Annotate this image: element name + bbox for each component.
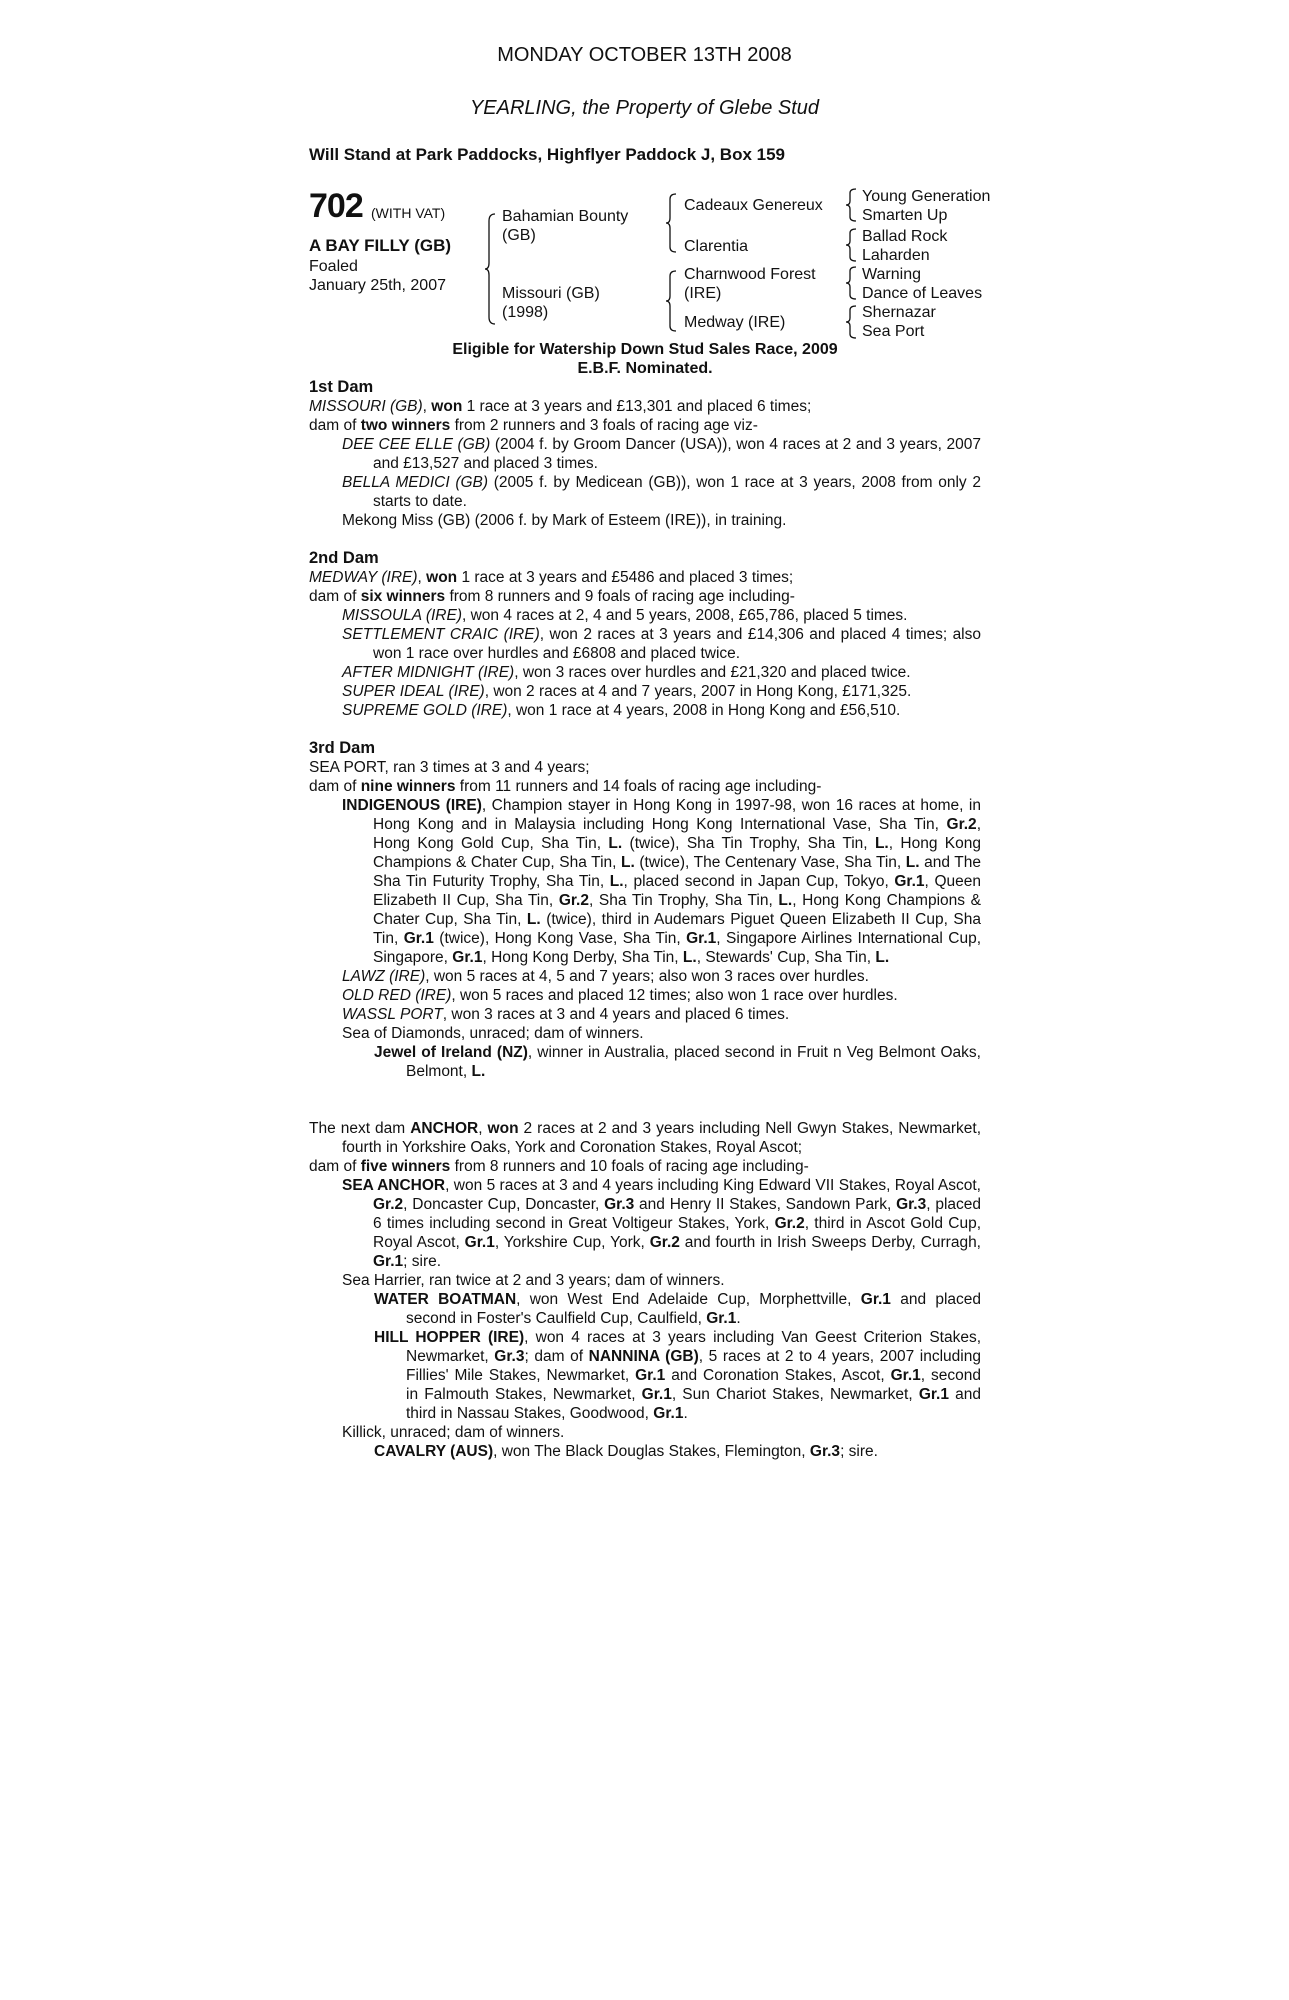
produce-name: SEA ANCHOR xyxy=(342,1177,446,1194)
produce-entry: Killick, unraced; dam of winners. xyxy=(342,1424,565,1441)
race-text: , second in Falmouth Stakes, Newmarket, xyxy=(406,1367,981,1403)
first-dam-summary xyxy=(309,416,981,435)
race-text: ; dam of xyxy=(524,1348,589,1365)
produce-text: and placed second in Foster's Caulfield Cup, Caulfield, xyxy=(406,1291,982,1327)
dam-of-prefix: dam of xyxy=(309,778,361,795)
race-text: , Stewards' Cup, Sha Tin, xyxy=(696,949,876,966)
produce-name: BELLA MEDICI (GB) xyxy=(342,474,489,491)
pedigree-dss: Warning xyxy=(862,266,921,283)
race-grade: L. xyxy=(609,873,624,890)
produce-name: SETTLEMENT CRAIC (IRE) xyxy=(342,626,540,643)
race-text: , Singapore Airlines International Cup, Singapore, xyxy=(373,930,982,966)
third-dam-summary xyxy=(309,777,981,796)
race-grade: L. xyxy=(682,949,697,966)
pedigree-dam xyxy=(502,284,600,322)
pedigree-brace-main xyxy=(484,213,496,325)
second-dam-summary xyxy=(309,587,981,606)
race-text: , Champion stayer in Hong Kong in 1997-98, won 16 races at home, in Hong Kong and in Malaysia including Hong Kong International Vase, Sha Tin, xyxy=(373,797,981,833)
produce-name: INDIGENOUS (IRE) xyxy=(342,797,482,814)
next-dam-record-text: 2 races at 2 and 3 years including Nell Gwyn Stakes, Newmarket, fourth in Yorkshire Oaks, York and Coronation Stakes, Royal Ascot; xyxy=(342,1120,981,1156)
race-grade: Gr.1 xyxy=(894,873,925,890)
race-text: , placed 6 times including second in Great Voltigeur Stakes, York, xyxy=(373,1196,981,1232)
produce-text: , won 4 races at 2, 4 and 5 years, 2008, £65,786, placed 5 times. xyxy=(462,607,908,624)
race-grade: Gr.2 xyxy=(558,892,589,909)
eligibility-line: Eligible for Watership Down Stud Sales Race, 2009 xyxy=(452,341,838,358)
race-text: , Hong Kong Champions & Chater Cup, Sha Tin, xyxy=(373,835,981,871)
pedigree-brace-dam xyxy=(665,270,677,332)
dam-year: (1998) xyxy=(502,304,549,321)
produce-name: LAWZ (IRE) xyxy=(342,968,426,985)
sire-country: (GB) xyxy=(502,227,536,244)
first-dam-name: MISSOURI (GB) xyxy=(309,398,423,415)
race-text: , Sun Chariot Stakes, Newmarket, xyxy=(671,1386,919,1403)
race-grade: L. xyxy=(905,854,920,871)
pedigree-ssd: Smarten Up xyxy=(862,207,948,224)
race-grade: L. xyxy=(875,949,890,966)
produce-name: DEE CEE ELLE (GB) xyxy=(342,436,491,453)
produce-text: , won 2 races at 4 and 7 years, 2007 in Hong Kong, £171,325. xyxy=(484,683,912,700)
lot-title: A BAY FILLY (GB) xyxy=(309,236,452,255)
produce-name: HILL HOPPER (IRE) xyxy=(374,1329,525,1346)
second-dam-record: MEDWAY (IRE), won 1 race at 3 years and £5486 and placed 3 times; xyxy=(309,569,794,586)
race-text: (twice), Hong Kong Vase, Sha Tin, xyxy=(433,930,687,947)
race-text: , placed second in Japan Cup, Tokyo, xyxy=(623,873,895,890)
produce-entry: Sea of Diamonds, unraced; dam of winners. xyxy=(342,1025,644,1042)
race-text: and third in Nassau Stakes, Goodwood, xyxy=(406,1386,981,1422)
pedigree-ss: Cadeaux Genereux xyxy=(684,197,823,214)
produce-entry: Sea Harrier, ran twice at 2 and 3 years; dam of winners. xyxy=(342,1272,725,1289)
pedigree-dds: Shernazar xyxy=(862,304,936,321)
next-dam-record: The next dam ANCHOR, won 2 races at 2 and 3 years including Nell Gwyn Stakes, Newmarket, fourth in Yorkshire Oaks, York and Coronation Stakes, Royal Ascot; xyxy=(309,1120,981,1156)
next-dam-summary xyxy=(309,1157,981,1176)
produce-entry xyxy=(309,511,981,530)
produce-entry xyxy=(309,986,981,1005)
second-dam-record-text: 1 race at 3 years and £5486 and placed 3 times; xyxy=(457,569,794,586)
third-dam-heading: 3rd Dam xyxy=(309,739,376,757)
race-grade: L. xyxy=(608,835,623,852)
produce-text: , won The Black Douglas Stakes, Flemington, xyxy=(493,1443,810,1460)
ds-country: (IRE) xyxy=(684,285,722,302)
lot-subtitle: YEARLING, the Property of Glebe Stud xyxy=(469,97,820,119)
pedigree-sss: Young Generation xyxy=(862,188,991,205)
next-dam-won: won xyxy=(487,1120,519,1137)
dam-of-prefix: dam of xyxy=(309,1158,361,1175)
produce-text: ; sire. xyxy=(840,1443,878,1460)
race-grade: L. xyxy=(526,911,541,928)
second-dam-won: won xyxy=(426,569,458,586)
race-grade: NANNINA (GB) xyxy=(588,1348,699,1365)
race-grade: Gr.1 xyxy=(653,1405,684,1422)
pedigree-brace-ss xyxy=(845,188,857,222)
race-grade: Gr.2 xyxy=(373,1196,404,1213)
produce-text: (2005 f. by Medicean (GB)), won 1 race at 3 years, 2008 from only 2 starts to date. xyxy=(373,474,981,510)
dam-name: Missouri (GB) xyxy=(502,285,600,302)
produce-name: WATER BOATMAN xyxy=(374,1291,517,1308)
produce-entry xyxy=(309,967,981,986)
pedigree-sire xyxy=(502,207,628,245)
race-text: , Hong Kong Gold Cup, Sha Tin, xyxy=(373,816,981,852)
produce-text: . xyxy=(736,1310,741,1327)
produce-text: , won 2 races at 3 years and £14,306 and placed 4 times; also won 1 race over hurdles and £6808 and placed twice. xyxy=(373,626,981,662)
first-dam-record-text: 1 race at 3 years and £13,301 and placed 6 times; xyxy=(462,398,812,415)
race-text: , Hong Kong Derby, Sha Tin, xyxy=(482,949,683,966)
first-dam-record: MISSOURI (GB), won 1 race at 3 years and £13,301 and placed 6 times; xyxy=(309,398,812,415)
dam-of-prefix: dam of xyxy=(309,588,361,605)
dam-of-suffix: from 8 runners and 9 foals of racing age including- xyxy=(445,588,795,605)
race-text: , 5 races at 2 to 4 years, 2007 including Fillies' Mile Stakes, Newmarket, xyxy=(406,1348,981,1384)
race-grade: Gr.2 xyxy=(774,1215,805,1232)
indigenous-details xyxy=(373,797,981,966)
race-grade: Gr.1 xyxy=(686,930,717,947)
produce-text: , won 5 races and placed 12 times; also won 1 race over hurdles. xyxy=(451,987,898,1004)
produce-entry xyxy=(309,701,981,720)
sale-date: MONDAY OCTOBER 13TH 2008 xyxy=(497,44,792,66)
race-text: , third in Ascot Gold Cup, Royal Ascot, xyxy=(373,1215,981,1251)
indigenous-entry xyxy=(309,796,981,967)
first-dam-won: won xyxy=(431,398,463,415)
race-grade: Gr.1 xyxy=(452,949,483,966)
produce-entry xyxy=(309,682,981,701)
next-dam-prefix: The next dam xyxy=(309,1120,411,1137)
hill-hopper-entry xyxy=(309,1328,981,1423)
race-grade: Gr.3 xyxy=(494,1348,525,1365)
produce-text: , winner in Australia, placed second in Fruit n Veg Belmont Oaks, Belmont, xyxy=(406,1044,981,1080)
vat-note: (WITH VAT) xyxy=(371,205,446,221)
produce-entry xyxy=(309,606,981,625)
race-text: , won 5 races at 3 and 4 years including King Edward VII Stakes, Royal Ascot, xyxy=(445,1177,981,1194)
produce-text: (2004 f. by Groom Dancer (USA)), won 4 races at 2 and 3 years, 2007 and £13,527 and placed 3 times. xyxy=(373,436,981,472)
race-grade: L. xyxy=(778,892,793,909)
race-text: , Yorkshire Cup, York, xyxy=(494,1234,650,1251)
second-dam-heading: 2nd Dam xyxy=(309,549,379,567)
third-dam-record: SEA PORT, ran 3 times at 3 and 4 years; xyxy=(309,759,590,776)
produce-text: , won 5 races at 4, 5 and 7 years; also won 3 races over hurdles. xyxy=(425,968,869,985)
sea-anchor-entry xyxy=(309,1176,981,1271)
winners-count: five winners xyxy=(360,1158,451,1175)
race-grade: Gr.1 xyxy=(641,1386,672,1403)
race-grade: Gr.3 xyxy=(809,1443,841,1460)
lot-number: 702 xyxy=(309,187,363,225)
produce-text: Mekong Miss (GB) (2006 f. by Mark of Esteem (IRE)), in training. xyxy=(342,512,787,529)
race-grade: Gr.1 xyxy=(635,1367,666,1384)
grand-produce-entry xyxy=(309,1442,981,1461)
produce-entry xyxy=(309,625,981,663)
produce-name: Jewel of Ireland (NZ) xyxy=(374,1044,528,1061)
sire-name: Bahamian Bounty xyxy=(502,208,629,225)
pedigree-ddd: Sea Port xyxy=(862,323,925,340)
produce-name: MISSOULA (IRE) xyxy=(342,607,462,624)
pedigree-sd: Clarentia xyxy=(684,238,749,255)
foaled-info xyxy=(309,257,446,295)
second-dam-name: MEDWAY (IRE) xyxy=(309,569,418,586)
produce-record xyxy=(309,378,981,1461)
race-text: , won 4 races at 3 years including Van Geest Criterion Stakes, Newmarket, xyxy=(406,1329,982,1365)
race-grade: L. xyxy=(874,835,889,852)
ds-name: Charnwood Forest xyxy=(684,266,816,283)
race-grade: Gr.1 xyxy=(918,1386,949,1403)
produce-name: SUPREME GOLD (IRE) xyxy=(342,702,508,719)
pedigree-dd: Medway (IRE) xyxy=(684,314,786,331)
dam-of-suffix: from 11 runners and 14 foals of racing age including- xyxy=(455,778,822,795)
foaled-date: January 25th, 2007 xyxy=(309,277,446,294)
dam-of-suffix: from 2 runners and 3 foals of racing age viz- xyxy=(450,417,758,434)
produce-text: , won West End Adelaide Cup, Morphettville, xyxy=(516,1291,861,1308)
sea-anchor-details xyxy=(373,1177,981,1270)
produce-text: , won 3 races at 3 and 4 years and placed 6 times. xyxy=(442,1006,790,1023)
race-grade: Gr.2 xyxy=(946,816,977,833)
pedigree-sds: Ballad Rock xyxy=(862,228,948,245)
winners-count: two winners xyxy=(360,417,451,434)
winners-count: nine winners xyxy=(360,778,456,795)
first-dam-heading: 1st Dam xyxy=(309,378,374,396)
produce-text: , won 3 races over hurdles and £21,320 and placed twice. xyxy=(514,664,911,681)
produce-name: AFTER MIDNIGHT (IRE) xyxy=(342,664,515,681)
produce-name: OLD RED (IRE) xyxy=(342,987,452,1004)
race-grade: Gr.1 xyxy=(464,1234,495,1251)
race-grade: L. xyxy=(471,1063,486,1080)
pedigree-ds xyxy=(684,265,816,303)
race-grade: Gr.1 xyxy=(706,1310,737,1327)
race-text: and Henry II Stakes, Sandown Park, xyxy=(634,1196,897,1213)
pedigree-sdd: Laharden xyxy=(862,247,930,264)
stand-location: Will Stand at Park Paddocks, Highflyer Paddock J, Box 159 xyxy=(309,145,785,164)
race-text: , Queen Elizabeth II Cup, Sha Tin, xyxy=(373,873,982,909)
dam-of-suffix: from 8 runners and 10 foals of racing age including- xyxy=(450,1158,809,1175)
race-text: (twice), Sha Tin Trophy, Sha Tin, xyxy=(622,835,875,852)
produce-entry xyxy=(309,435,981,473)
next-dam-name: ANCHOR xyxy=(410,1120,479,1137)
race-text: . xyxy=(683,1405,688,1422)
race-text: and The Sha Tin Futurity Trophy, Sha Tin, xyxy=(373,854,982,890)
produce-entry xyxy=(309,1005,981,1024)
race-grade: Gr.1 xyxy=(860,1291,891,1308)
produce-text: , won 1 race at 4 years, 2008 in Hong Kong and £56,510. xyxy=(507,702,901,719)
race-text: (twice), third in Audemars Piguet Queen Elizabeth II Cup, Sha Tin, xyxy=(373,911,981,947)
race-grade: Gr.2 xyxy=(649,1234,680,1251)
race-text: and fourth in Irish Sweeps Derby, Curragh, xyxy=(679,1234,981,1251)
race-text: (twice), The Centenary Vase, Sha Tin, xyxy=(634,854,906,871)
foaled-label: Foaled xyxy=(309,258,358,275)
pedigree-brace-ds xyxy=(845,266,857,300)
produce-name: SUPER IDEAL (IRE) xyxy=(342,683,485,700)
dam-of-prefix: dam of xyxy=(309,417,361,434)
race-grade: Gr.1 xyxy=(403,930,434,947)
race-text: , Doncaster Cup, Doncaster, xyxy=(403,1196,605,1213)
produce-name: WASSL PORT xyxy=(342,1006,443,1023)
grand-produce-entry xyxy=(309,1043,981,1081)
race-grade: Gr.3 xyxy=(604,1196,635,1213)
ebf-nominated: E.B.F. Nominated. xyxy=(577,360,713,377)
pedigree-dsd: Dance of Leaves xyxy=(862,285,983,302)
produce-name: CAVALRY (AUS) xyxy=(374,1443,494,1460)
race-text: , Sha Tin Trophy, Sha Tin, xyxy=(588,892,779,909)
produce-entry xyxy=(309,473,981,511)
race-text: , Hong Kong Champions & Chater Cup, Sha Tin, xyxy=(373,892,981,928)
race-grade: Gr.1 xyxy=(373,1253,404,1270)
winners-count: six winners xyxy=(360,588,446,605)
race-grade: Gr.1 xyxy=(890,1367,921,1384)
grand-produce-entry xyxy=(309,1290,981,1328)
race-text: and Coronation Stakes, Ascot, xyxy=(665,1367,891,1384)
pedigree-brace-dd xyxy=(845,305,857,339)
pedigree-brace-sire xyxy=(665,193,677,253)
produce-entry xyxy=(309,663,981,682)
race-grade: L. xyxy=(621,854,635,871)
pedigree-brace-sd xyxy=(845,228,857,262)
race-text: ; sire. xyxy=(403,1253,442,1270)
race-grade: Gr.3 xyxy=(896,1196,927,1213)
